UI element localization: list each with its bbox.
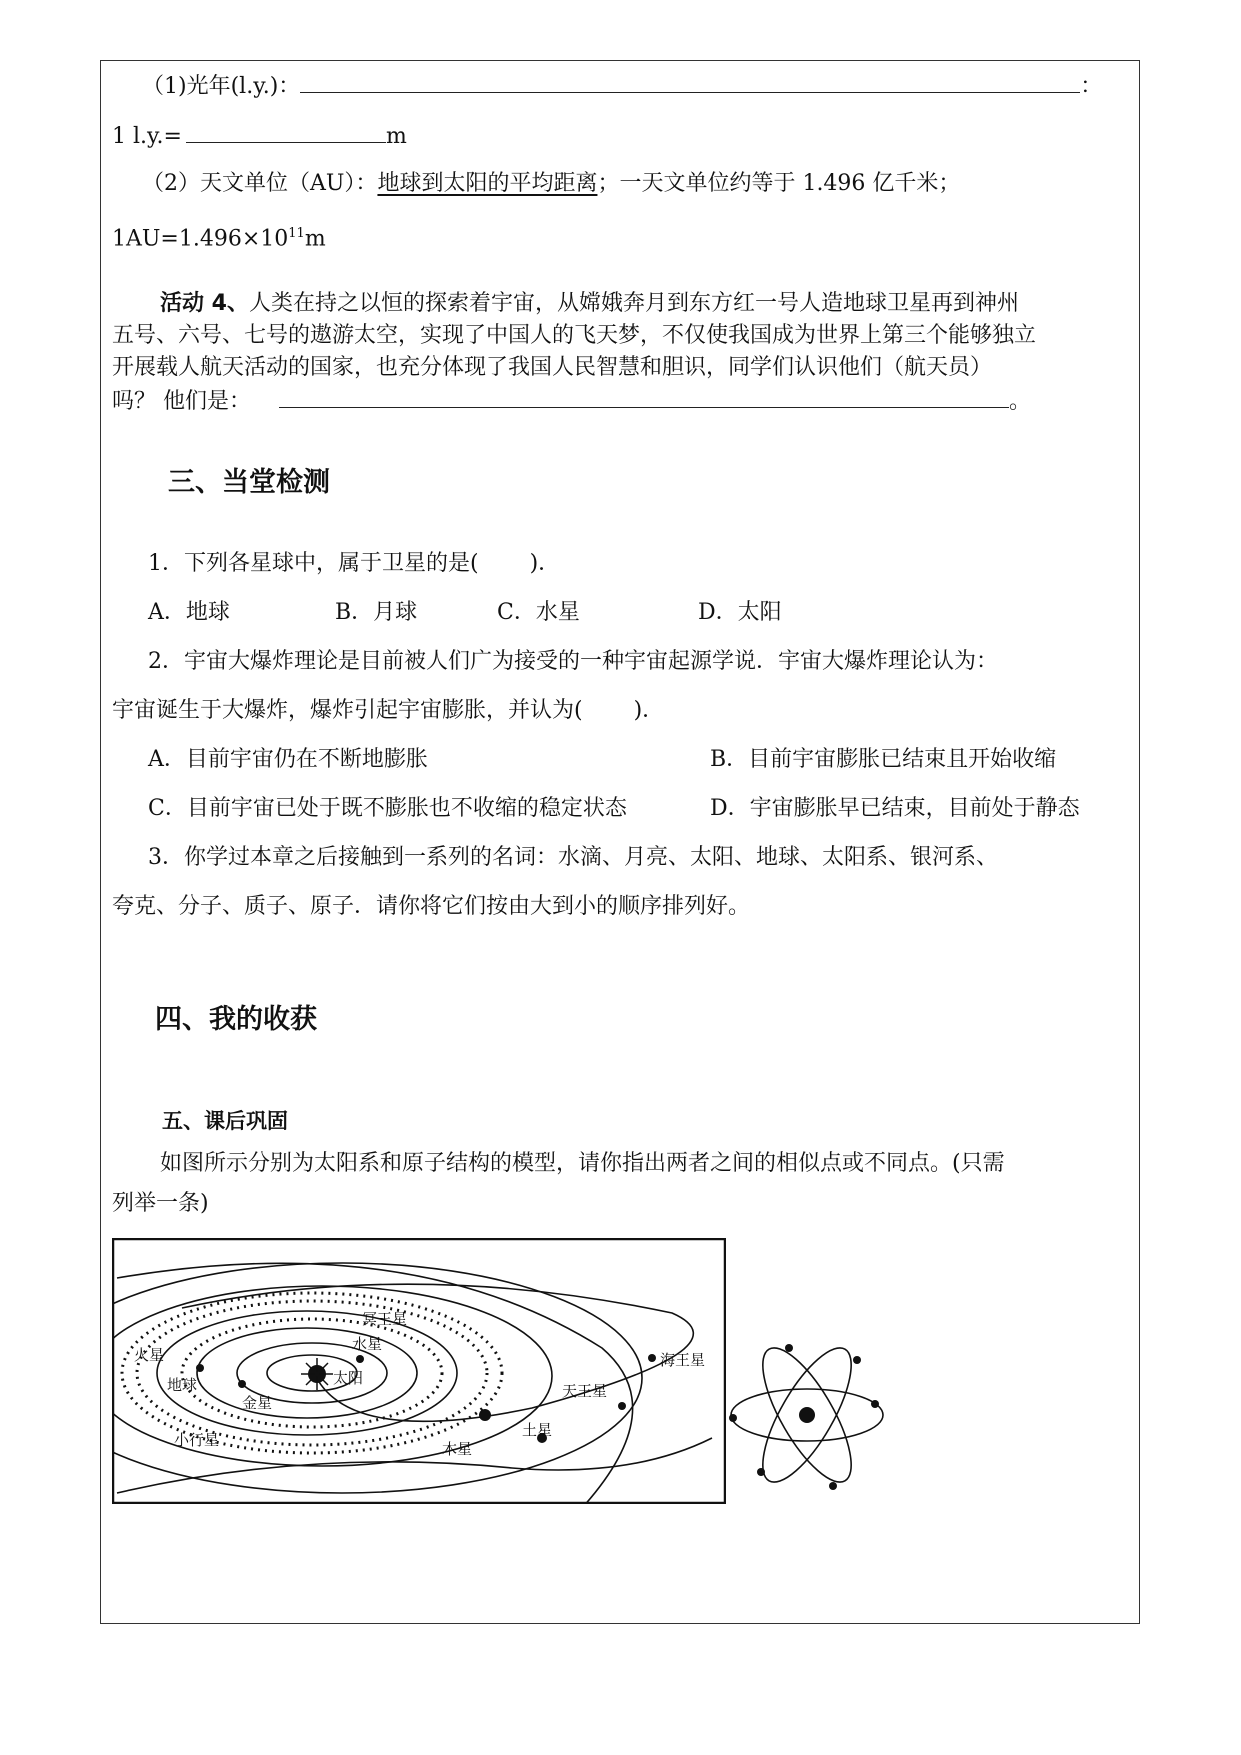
astronauts-answer-blank[interactable] [279,387,1009,408]
question2-line2: 宇宙诞生于大爆炸，爆炸引起宇宙膨胀，并认为( )． [112,698,665,723]
light-year-label: （1)光年(l.y.)： [142,74,301,99]
q2-option-d: D．宇宙膨胀早已结束，目前处于静态 [710,796,1080,821]
question2-line1: 2．宇宙大爆炸理论是目前被人们广为接受的一种宇宙起源学说．宇宙大爆炸理论认为： [148,649,998,674]
label-mars: 火星 [134,1346,165,1364]
light-year-colon: ： [1080,74,1103,99]
q1-option-c: C．水星 [497,600,580,625]
label-jupiter: 木星 [442,1440,473,1458]
au-definition: 地球到太阳的平均距离 [377,171,598,196]
label-saturn: 土星 [522,1421,553,1439]
atom-model-diagram [725,1330,890,1500]
activity4-label: 活动 4、 [160,291,249,316]
activity4-period: 。 [1009,389,1032,414]
activity4-question: 吗？ 他们是： [112,389,251,414]
label-sun: 太阳 [333,1369,364,1387]
light-year-equation [112,122,407,151]
q2-option-c: C．目前宇宙已处于既不膨胀也不收缩的稳定状态 [148,796,627,821]
q2-option-b: B．目前宇宙膨胀已结束且开始收缩 [710,747,1057,772]
activity4-line2: 五号、六号、七号的遨游太空，实现了中国人的飞天梦，不仅使我国成为世界上第三个能够独立 [112,323,1037,348]
label-earth: 地球 [167,1376,198,1394]
au-eq-unit: m [304,226,326,252]
nucleus-icon [799,1407,815,1423]
section4-title: 四、我的收获 [155,1004,317,1035]
activity4-line1 [160,290,1019,318]
section3-title: 三、当堂检测 [168,467,330,498]
label-venus: 金星 [242,1394,273,1412]
au-eq-base: 1AU=1.496×10 [112,226,289,252]
label-neptune: 海王星 [660,1351,706,1369]
label-asteroids: 小行星 [174,1431,220,1449]
au-equation [112,220,326,253]
q2-option-a: A．目前宇宙仍在不断地膨胀 [148,747,428,772]
au-label: （2）天文单位（AU）： [142,171,378,196]
q1-option-a: A．地球 [148,600,230,625]
label-mercury: 水星 [352,1335,383,1353]
section5-title: 五、课后巩固 [162,1109,288,1133]
section5-line1: 如图所示分别为太阳系和原子结构的模型，请你指出两者之间的相似点或不同点。(只需 [160,1151,1005,1176]
question3-line2: 夸克、分子、质子、原子．请你将它们按由大到小的顺序排列好。 [112,894,751,919]
label-pluto: 冥王星 [362,1310,408,1328]
light-year-line [142,72,1102,101]
au-value-text: ；一天文单位约等于 1.496 亿千米； [597,171,961,196]
activity4-line4 [112,387,1031,416]
q1-option-d: D．太阳 [698,600,782,625]
activity4-text1: 人类在持之以恒的探索着宇宙，从嫦娥奔月到东方红一号人造地球卫星再到神州 [248,291,1019,316]
activity4-line3: 开展载人航天活动的国家，也充分体现了我国人民智慧和胆识，同学们认识他们（航天员） [112,355,993,380]
light-year-unit: m [385,124,407,149]
au-line [142,170,960,198]
section5-line2: 列举一条) [112,1191,209,1216]
solar-system-diagram [112,1238,726,1504]
label-uranus: 天王星 [562,1382,608,1400]
light-year-answer-blank[interactable] [300,72,1080,93]
question1: 1．下列各星球中，属于卫星的是( )． [148,551,561,576]
question3-line1: 3．你学过本章之后接触到一系列的名词：水滴、月亮、太阳、地球、太阳系、银河系、 [148,845,998,870]
q1-option-b: B．月球 [335,600,418,625]
light-year-value-blank[interactable] [186,122,386,143]
au-eq-exponent: 11 [288,226,305,241]
light-year-eq-label: 1 l.y.= [112,124,182,149]
